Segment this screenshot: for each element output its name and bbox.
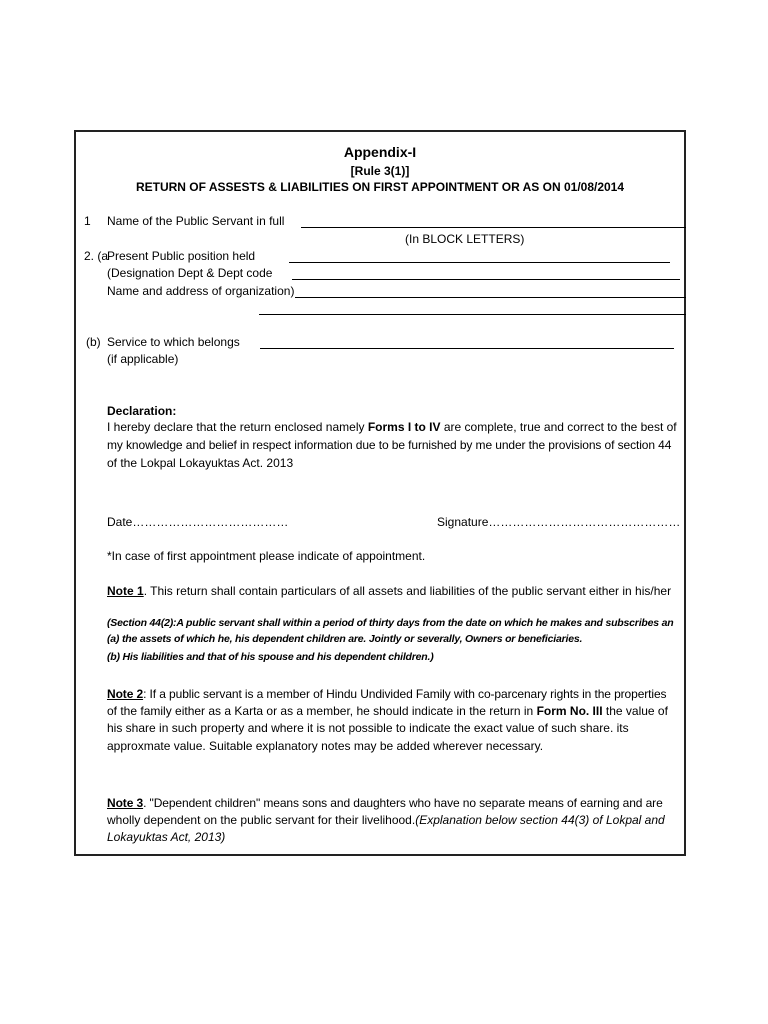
declaration-heading: Declaration: bbox=[107, 404, 177, 418]
field-2-organization-label: Name and address of organization) bbox=[107, 284, 295, 298]
note-3-label: Note 3 bbox=[107, 796, 144, 810]
field-2-organization-blank-2[interactable] bbox=[259, 314, 686, 315]
form-subtitle: RETURN OF ASSESTS & LIABILITIES ON FIRST APPOINTMENT OR AS ON 01/08/2014 bbox=[135, 180, 625, 194]
field-1-number: 1 bbox=[84, 214, 91, 228]
note-1-label: Note 1 bbox=[107, 584, 144, 598]
declaration-line-1-c: are complete, true and correct to the best of bbox=[440, 420, 677, 434]
declaration-line-1 bbox=[107, 420, 677, 434]
field-b-hint: (if applicable) bbox=[107, 352, 179, 366]
note-3-line-3: Lokayuktas Act, 2013) bbox=[107, 830, 226, 844]
note-3-text-2b: (Explanation below section 44(3) of Lokpal and bbox=[415, 813, 665, 827]
note-2-text-2a: of the family either as a Karta or as a member, he should indicate in the return in bbox=[107, 704, 537, 718]
rule-reference: [Rule 3(1)] bbox=[350, 164, 410, 178]
note-3-text-1: . "Dependent children" means sons and daughters who have no separate means of earning and are bbox=[143, 796, 663, 810]
field-2-blank[interactable] bbox=[289, 262, 670, 263]
field-2-organization-blank[interactable] bbox=[295, 297, 686, 298]
note-3-text-2a: wholly dependent on the public servant for their livelihood. bbox=[107, 813, 416, 827]
field-b-number: (b) bbox=[86, 335, 101, 349]
note-3-line-1 bbox=[107, 796, 663, 810]
note-1-line bbox=[107, 584, 671, 598]
first-appointment-note: *In case of first appointment please indicate of appointment. bbox=[107, 549, 426, 563]
field-2-designation-label: (Designation Dept & Dept code bbox=[107, 266, 273, 280]
note-3-line-2 bbox=[107, 813, 665, 827]
note-2-text-2c: the value of bbox=[602, 704, 668, 718]
field-b-label: Service to which belongs bbox=[107, 335, 240, 349]
note-2-text-1: : If a public servant is a member of Hindu Undivided Family with co-parcenary rights in the properties bbox=[143, 687, 667, 701]
note-1-section-line-2: (a) the assets of which he, his dependent children are. Jointly or severally, Owners or beneficiaries. bbox=[107, 633, 583, 645]
signature-field[interactable]: Signature………………………………………… bbox=[437, 515, 681, 529]
field-2-label: Present Public position held bbox=[107, 249, 256, 263]
note-2-line-1 bbox=[107, 687, 666, 701]
field-2-number: 2. (a bbox=[84, 249, 109, 263]
declaration-line-2: my knowledge and belief in respect information due to be furnished by me under the provisions of section 44 bbox=[107, 438, 672, 452]
note-2-line-3: his share in such property and where it is not possible to indicate the exact value of such share. its bbox=[107, 721, 629, 735]
note-2-line-2 bbox=[107, 704, 668, 718]
note-2-line-4: approxmate value. Suitable explanatory notes may be added wherever necessary. bbox=[107, 739, 544, 753]
note-2-label: Note 2 bbox=[107, 687, 144, 701]
field-1-blank[interactable] bbox=[301, 227, 686, 228]
field-b-blank[interactable] bbox=[260, 348, 674, 349]
declaration-line-3: of the Lokpal Lokayuktas Act. 2013 bbox=[107, 456, 294, 470]
declaration-forms: Forms I to IV bbox=[367, 420, 441, 434]
note-1-section-line-3: (b) His liabilities and that of his spouse and his dependent children.) bbox=[107, 651, 434, 663]
date-field[interactable]: Date………………………………… bbox=[107, 515, 289, 529]
page-title: Appendix-I bbox=[343, 144, 417, 160]
field-1-label: Name of the Public Servant in full bbox=[107, 214, 285, 228]
note-1-text: . This return shall contain particulars of all assets and liabilities of the public servant either in his/her bbox=[143, 584, 672, 598]
field-2-designation-blank[interactable] bbox=[292, 279, 680, 280]
declaration-line-1-a: I hereby declare that the return enclosed namely bbox=[107, 420, 368, 434]
note-2-form-no: Form No. III bbox=[536, 704, 603, 718]
field-1-hint: (In BLOCK LETTERS) bbox=[405, 232, 525, 246]
note-1-section-line-1: (Section 44(2):A public servant shall within a period of thirty days from the date on which he makes and subscribes an bbox=[107, 617, 674, 629]
